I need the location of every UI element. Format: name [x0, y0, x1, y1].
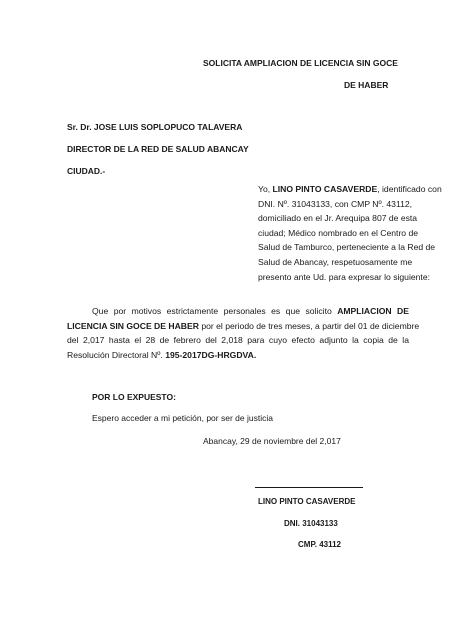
intro-line-7: presento ante Ud. para expresar lo siguiente: — [258, 271, 430, 282]
intro-line-3: domiciliado en el Jr. Arequipa 807 de esta — [258, 213, 418, 224]
closing-heading: POR LO EXPUESTO: — [92, 392, 176, 402]
addressee-position: DIRECTOR DE LA RED DE SALUD ABANCAY — [67, 144, 249, 154]
signature-line — [255, 487, 363, 488]
signature-dni: DNI. 31043133 — [284, 519, 338, 528]
request-line-3: del 2,017 hasta el 28 de febrero del 2,018 para cuyo efecto adjunto la copia de la — [67, 335, 409, 346]
subject-line-2: DE HABER — [344, 80, 389, 90]
request-line-4: Resolución Directoral Nº. 195-2017DG-HRGDVA. — [67, 349, 257, 360]
intro-line-6: Salud de Abancay, respetuosamente me — [258, 256, 413, 267]
request-line-1: Que por motivos estrictamente personales es que solicito AMPLIACION DE — [92, 306, 409, 316]
resolution-number: 195-2017DG-HRGDVA. — [165, 349, 257, 360]
signature-name: LINO PINTO CASAVERDE — [258, 497, 356, 506]
intro-applicant-name: LINO PINTO CASAVERDE — [272, 184, 378, 194]
request-paragraph — [67, 304, 420, 362]
addressee-city: CIUDAD.- — [67, 166, 106, 176]
intro-line-5: Salud de Tamburco, perteneciente a la Red de — [258, 242, 436, 253]
intro-line-1: Yo, LINO PINTO CASAVERDE, identificado con — [258, 184, 442, 194]
closing-date: Abancay, 29 de noviembre del 2,017 — [203, 436, 341, 446]
intro-line-4: ciudad; Médico nombrado en el Centro de — [258, 227, 419, 238]
closing-text: Espero acceder a mi petición, por ser de justicia — [92, 413, 273, 423]
request-line-2: LICENCIA SIN GOCE DE HABER por el periodo de tres meses, a partir del 01 de diciembre — [67, 320, 420, 331]
subject-line-1: SOLICITA AMPLIACION DE LICENCIA SIN GOCE — [203, 58, 398, 68]
intro-line-2: DNI. Nº. 31043133, con CMP Nº. 43112, — [258, 198, 413, 209]
signature-cmp: CMP. 43112 — [298, 540, 341, 549]
addressee-name: Sr. Dr. JOSE LUIS SOPLOPUCO TALAVERA — [67, 122, 243, 132]
intro-paragraph — [258, 182, 442, 284]
